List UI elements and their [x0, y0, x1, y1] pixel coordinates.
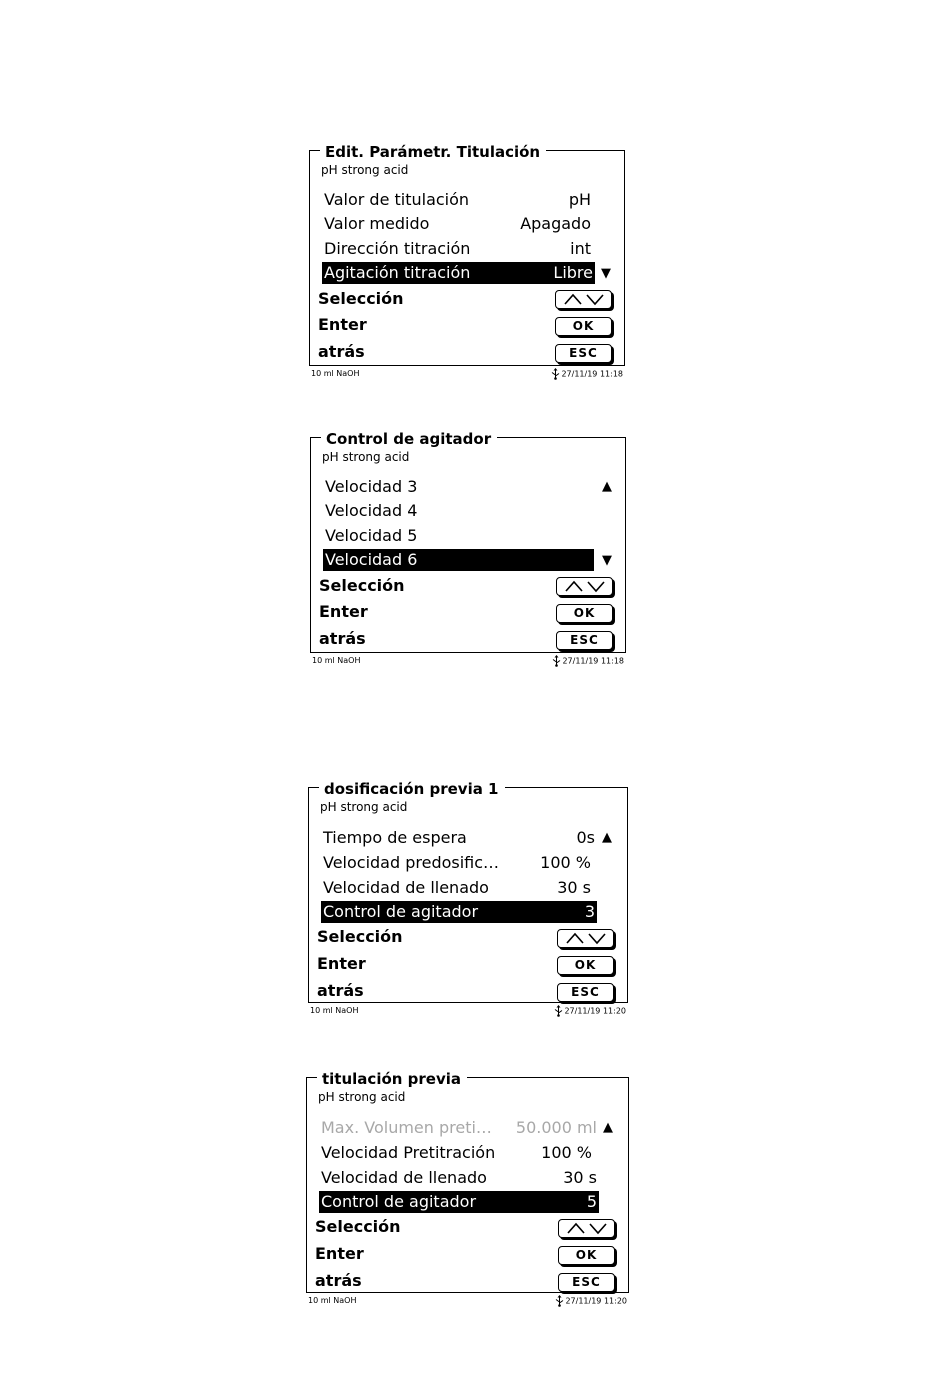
ok-key[interactable]: OK [556, 604, 613, 623]
menu-item-speed-6[interactable] [323, 549, 594, 571]
menu-item-value: 100 % [540, 853, 591, 872]
menu-item-stirrer-control[interactable] [321, 901, 597, 923]
status-bar [312, 655, 624, 667]
esc-key[interactable]: ESC [556, 631, 613, 650]
action-select-label: Selección [319, 576, 405, 595]
menu-item-wait-time[interactable] [321, 827, 597, 849]
screen-title: titulación previa [317, 1071, 467, 1087]
menu-item-value: pH [568, 190, 591, 209]
menu-item-value: 30 s [563, 1168, 597, 1187]
menu-item-value: Apagado [520, 214, 591, 233]
action-enter-label: Enter [317, 954, 366, 973]
scroll-up-arrow-icon[interactable]: ▲ [602, 479, 612, 494]
menu-item-value: 3 [584, 902, 595, 921]
screen-title: dosificación previa 1 [319, 781, 505, 797]
scroll-down-arrow-icon[interactable]: ▼ [601, 266, 611, 281]
menu-item-label: Max. Volumen preti… [321, 1118, 492, 1137]
usb-icon [552, 655, 561, 667]
scroll-up-arrow-icon[interactable]: ▲ [602, 830, 612, 845]
menu-item-label: Velocidad de llenado [323, 878, 489, 897]
menu-item-pretitration-speed[interactable] [319, 1142, 599, 1164]
action-enter-label: Enter [315, 1244, 364, 1263]
menu-item-label: Velocidad de llenado [321, 1168, 487, 1187]
scroll-down-arrow-icon[interactable]: ▼ [602, 553, 612, 568]
screen-frame [308, 780, 628, 1003]
action-select-label: Selección [317, 927, 403, 946]
datetime-text: 27/11/19 11:20 [565, 1296, 627, 1306]
menu-item-value: 0s [576, 828, 595, 847]
menu-item-filling-speed[interactable] [319, 1167, 599, 1189]
menu-item-label: Valor de titulación [324, 190, 470, 209]
screen-title: Control de agitador [321, 431, 497, 447]
method-name: pH strong acid [318, 1090, 406, 1104]
action-enter-label: Enter [318, 315, 367, 334]
screen-edit-titration-params [309, 142, 625, 392]
menu-item-value: 100 % [541, 1143, 592, 1162]
usb-icon [555, 1295, 564, 1307]
menu-item-max-pretitration-volume [319, 1117, 599, 1139]
menu-item-speed-5[interactable] [323, 525, 594, 547]
menu-item-titration-stirring[interactable] [322, 262, 595, 284]
menu-item-label: Velocidad 6 [325, 550, 418, 569]
menu-item-label: Dirección titración [324, 239, 471, 258]
menu-item-label: Velocidad Pretitración [321, 1143, 496, 1162]
reagent-label: 10 ml NaOH [311, 369, 360, 378]
menu-item-label: Tiempo de espera [323, 828, 467, 847]
action-back-label: atrás [318, 342, 365, 361]
menu-item-stirrer-control[interactable] [319, 1191, 599, 1213]
screen-stirrer-control [310, 429, 626, 679]
datetime-display [551, 368, 623, 381]
action-select-label: Selección [315, 1217, 401, 1236]
menu-item-value: Libre [553, 263, 593, 282]
up-down-key[interactable] [558, 1219, 615, 1238]
status-bar [308, 1295, 627, 1307]
screen-pre-dosing-1 [308, 779, 624, 1029]
screen-frame [306, 1070, 629, 1293]
action-enter-label: Enter [319, 602, 368, 621]
action-back-label: atrás [319, 629, 366, 648]
action-select-label: Selección [318, 289, 404, 308]
up-down-arrows-icon [564, 932, 608, 945]
menu-item-label: Velocidad predosific… [323, 853, 500, 872]
menu-item-measured-value[interactable] [322, 213, 593, 235]
menu-item-value: 5 [586, 1192, 597, 1211]
up-down-key[interactable] [556, 577, 613, 596]
datetime-text: 27/11/19 11:18 [562, 656, 624, 666]
ok-key[interactable]: OK [555, 317, 612, 336]
esc-key[interactable]: ESC [558, 1273, 615, 1292]
reagent-label: 10 ml NaOH [312, 656, 361, 665]
menu-item-predosing-speed[interactable] [321, 852, 597, 874]
up-down-arrows-icon [562, 293, 606, 306]
menu-item-label: Agitación titración [324, 263, 471, 282]
datetime-text: 27/11/19 11:20 [564, 1006, 626, 1016]
method-name: pH strong acid [320, 800, 408, 814]
esc-key[interactable]: ESC [555, 344, 612, 363]
up-down-arrows-icon [563, 580, 607, 593]
menu-item-label: Control de agitador [321, 1192, 477, 1211]
status-bar [311, 368, 623, 380]
method-name: pH strong acid [322, 450, 410, 464]
datetime-display [554, 1005, 626, 1018]
menu-item-titration-direction[interactable] [322, 238, 593, 260]
screen-title: Edit. Parámetr. Titulación [320, 144, 546, 160]
screen-pre-titration [306, 1069, 627, 1319]
action-back-label: atrás [317, 981, 364, 1000]
menu-item-speed-3[interactable] [323, 476, 594, 498]
datetime-text: 27/11/19 11:18 [561, 369, 623, 379]
ok-key[interactable]: OK [557, 956, 614, 975]
menu-item-value: int [570, 239, 591, 258]
menu-item-titration-value[interactable] [322, 189, 593, 211]
menu-item-label: Valor medido [324, 214, 430, 233]
screen-frame [310, 430, 626, 653]
menu-item-label: Velocidad 3 [325, 477, 418, 496]
reagent-label: 10 ml NaOH [308, 1296, 357, 1305]
datetime-display [555, 1295, 627, 1308]
menu-item-value: 30 s [557, 878, 591, 897]
usb-icon [554, 1005, 563, 1017]
method-name: pH strong acid [321, 163, 409, 177]
menu-item-label: Velocidad 4 [325, 501, 418, 520]
screen-frame [309, 143, 625, 366]
reagent-label: 10 ml NaOH [310, 1006, 359, 1015]
up-down-key[interactable] [557, 929, 614, 948]
menu-item-filling-speed[interactable] [321, 877, 597, 899]
menu-item-speed-4[interactable] [323, 500, 594, 522]
menu-item-label: Velocidad 5 [325, 526, 418, 545]
up-down-arrows-icon [565, 1222, 609, 1235]
esc-key[interactable]: ESC [557, 983, 614, 1002]
status-bar [310, 1005, 626, 1017]
up-down-key[interactable] [555, 290, 612, 309]
usb-icon [551, 368, 560, 380]
ok-key[interactable]: OK [558, 1246, 615, 1265]
menu-item-value: 50.000 ml [515, 1118, 597, 1137]
scroll-up-arrow-icon[interactable]: ▲ [603, 1120, 613, 1135]
datetime-display [552, 655, 624, 668]
action-back-label: atrás [315, 1271, 362, 1290]
menu-item-label: Control de agitador [323, 902, 479, 921]
